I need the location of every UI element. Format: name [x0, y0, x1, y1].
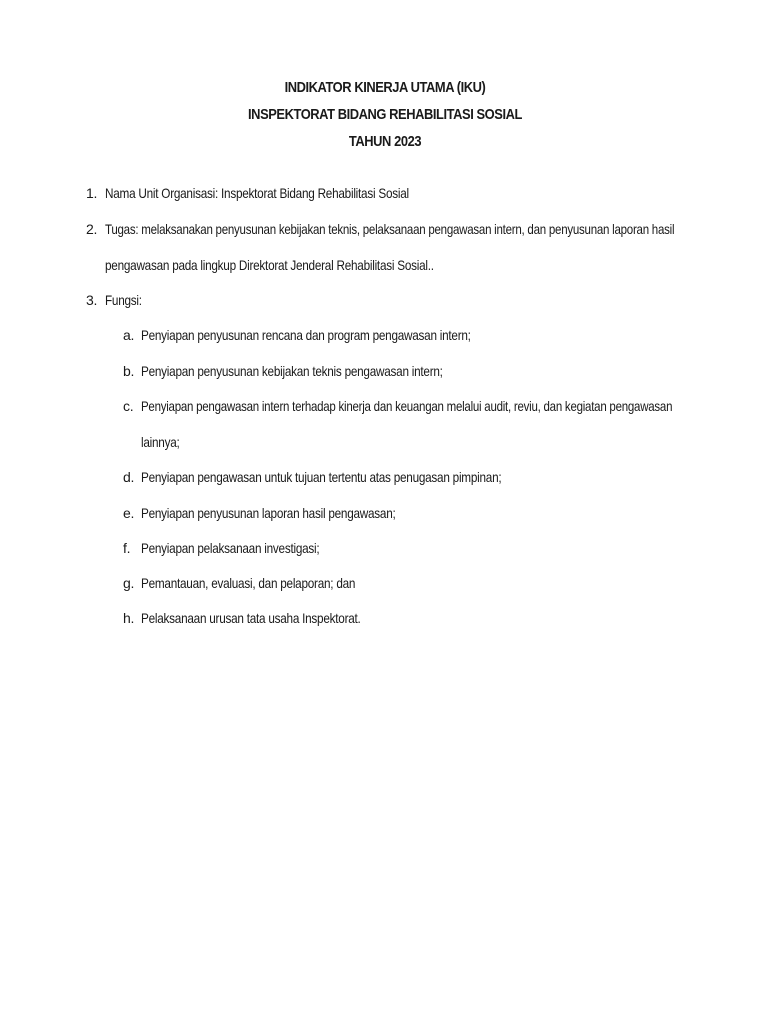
sub-item-text: Pelaksanaan urusan tata usaha Inspektorat. [141, 610, 361, 626]
sub-item-letter: c. [123, 398, 134, 414]
list-number: 2. [86, 221, 98, 237]
sub-item-letter: d. [123, 469, 135, 485]
title-line-1: INDIKATOR KINERJA UTAMA (IKU) [284, 79, 486, 96]
sub-item-c-continuation: lainnya; [141, 434, 180, 450]
sub-item-text: Pemantauan, evaluasi, dan pelaporan; dan [141, 575, 356, 591]
title-line-2: INSPEKTORAT BIDANG REHABILITASI SOSIAL [248, 106, 522, 123]
sub-item-letter: b. [123, 363, 135, 379]
title-line-3: TAHUN 2023 [348, 133, 422, 150]
sub-item-text: Penyiapan pengawasan intern terhadap kinerja dan keuangan melalui audit, reviu, dan kegiatan pengawasan [141, 398, 673, 414]
list-number: 1. [86, 185, 98, 201]
sub-item-text: Penyiapan pengawasan untuk tujuan tertentu atas penugasan pimpinan; [141, 469, 502, 485]
document-title [0, 74, 770, 155]
list-item-text: Nama Unit Organisasi: Inspektorat Bidang Rehabilitasi Sosial [105, 185, 409, 201]
sub-item-text: Penyiapan penyusunan laporan hasil pengawasan; [141, 505, 396, 521]
sub-item-letter: h. [123, 610, 135, 626]
sub-item-letter: e. [123, 505, 135, 521]
list-number: 3. [86, 292, 98, 308]
sub-item-letter: g. [123, 575, 135, 591]
sub-item-text: Penyiapan penyusunan kebijakan teknis pengawasan intern; [141, 363, 443, 379]
sub-item-letter: f. [123, 540, 131, 556]
sub-item-letter: a. [123, 327, 135, 343]
list-item-2-continuation: pengawasan pada lingkup Direktorat Jenderal Rehabilitasi Sosial.. [105, 257, 434, 273]
sub-item-text: Penyiapan pelaksanaan investigasi; [141, 540, 320, 556]
list-item-text: Fungsi: [105, 292, 142, 308]
sub-item-text: Penyiapan penyusunan rencana dan program pengawasan intern; [141, 327, 471, 343]
list-item-text: Tugas: melaksanakan penyusunan kebijakan teknis, pelaksanaan pengawasan intern, dan penyusunan laporan hasil [105, 221, 675, 237]
